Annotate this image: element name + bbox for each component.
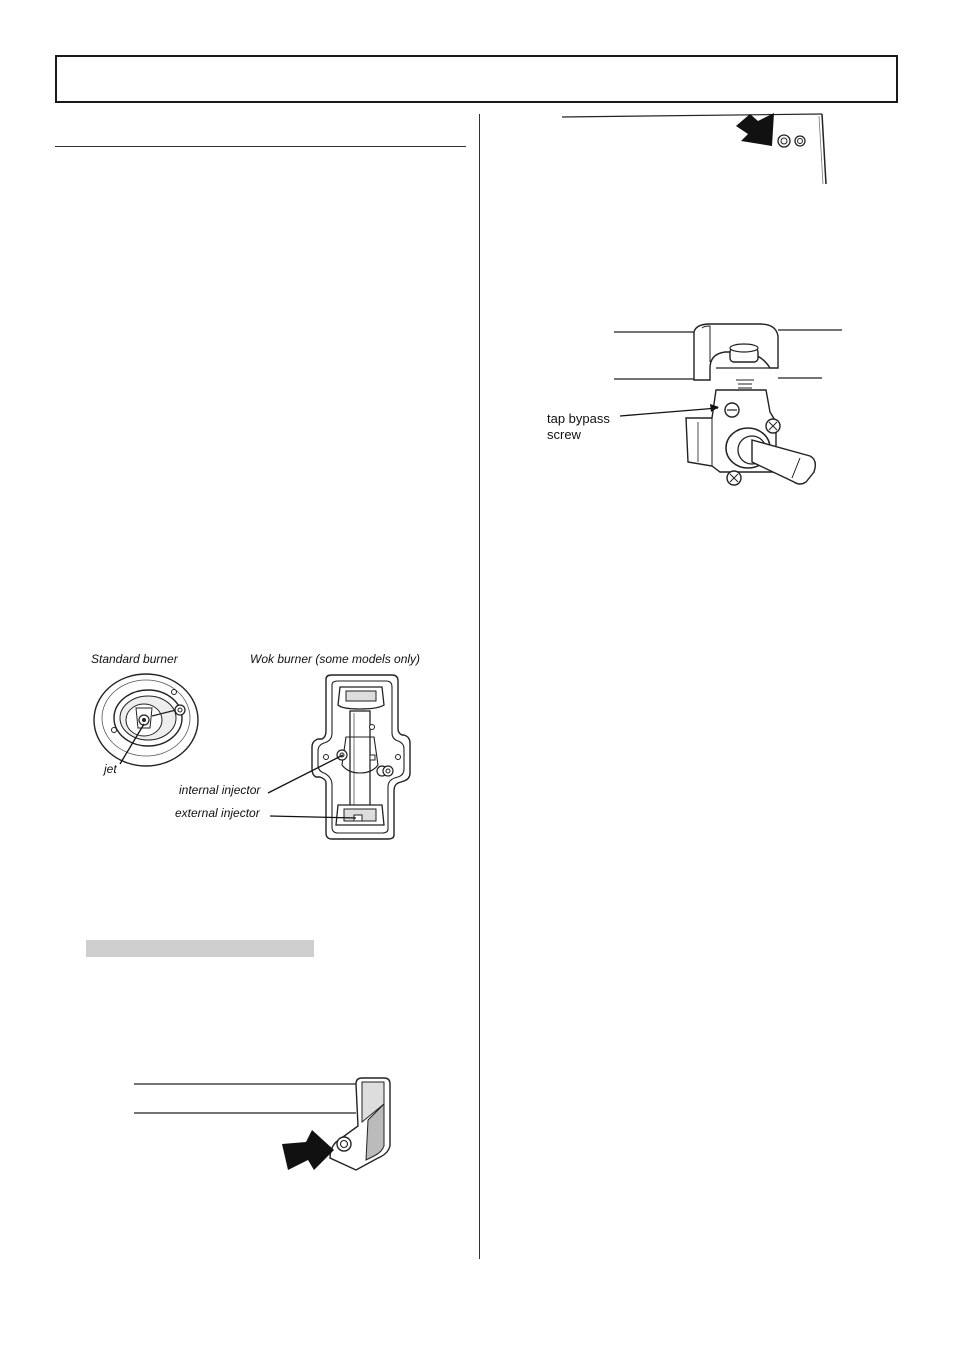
arrow-icon — [282, 1130, 334, 1170]
jet-label: jet — [104, 762, 117, 776]
bracket-screw-figure — [130, 1074, 400, 1184]
internal-injector-label: internal injector — [179, 783, 261, 797]
tap-bypass-screw-label — [547, 411, 610, 443]
wok-burner-caption: Wok burner (some models only) — [250, 652, 421, 666]
panel-screws-figure — [560, 112, 830, 192]
tap-bypass-label-line1: tap bypass — [547, 411, 610, 426]
tap-bypass-label-line2: screw — [547, 427, 581, 442]
external-injector-label: external injector — [175, 806, 260, 820]
highlight-bar — [86, 940, 314, 957]
arrow-icon — [736, 113, 774, 146]
standard-burner-caption: Standard burner — [91, 652, 178, 666]
column-divider — [479, 114, 480, 1259]
page-header-box — [55, 55, 898, 103]
tap-bypass-figure — [610, 322, 850, 492]
wok-burner-drawing — [310, 673, 410, 841]
section-heading-rule — [55, 146, 466, 147]
